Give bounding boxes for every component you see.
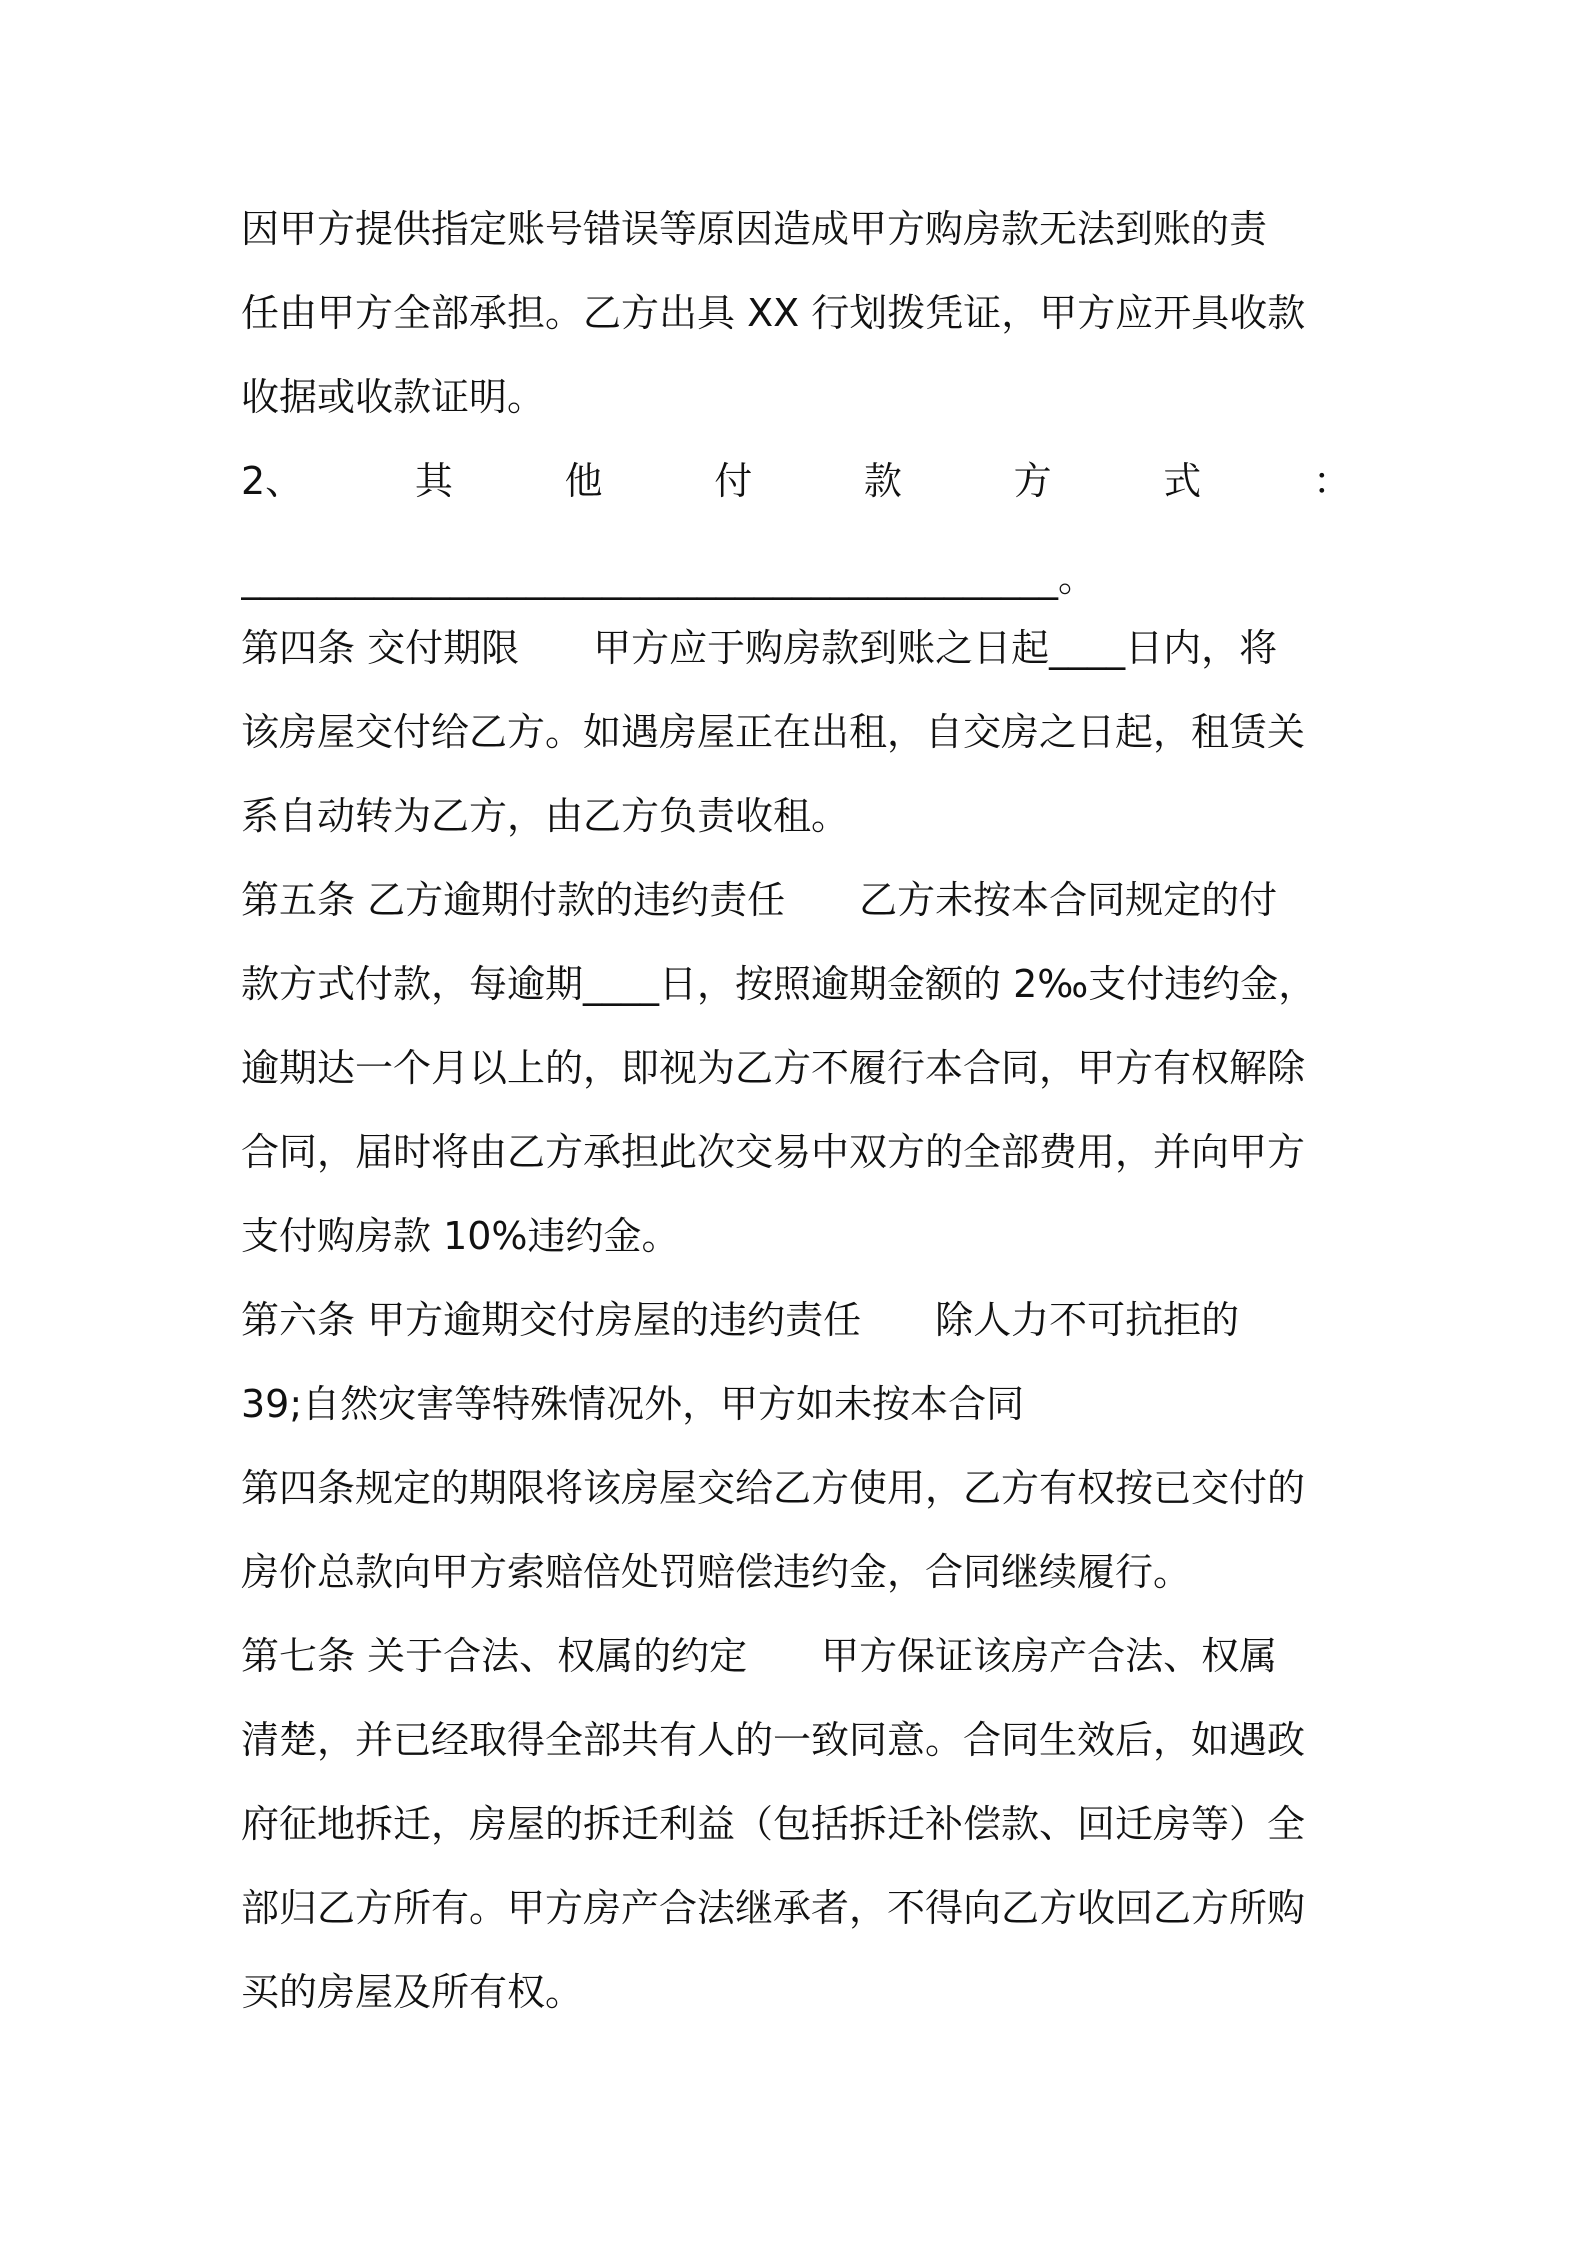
text-line: 因甲方提供指定账号错误等原因造成甲方购房款无法到账的责 [241, 207, 1268, 251]
text-line: 款方式付款，每逾期____日，按照逾期金额的 2‰支付违约金， [241, 962, 1317, 1006]
article-5-text: 乙方未按本合同规定的付 [859, 878, 1278, 922]
text-line: 府征地拆迁，房屋的拆迁利益（包括拆迁补偿款、回迁房等）全 [241, 1802, 1306, 1846]
spread-char: ： [1312, 459, 1351, 503]
article-7-text: 甲方保证该房产合法、权属 [821, 1634, 1278, 1678]
text-line: 该房屋交付给乙方。如遇房屋正在出租，自交房之日起，租赁关 [241, 710, 1306, 754]
text-line: 合同，届时将由乙方承担此次交易中双方的全部费用，并向甲方 [241, 1130, 1306, 1174]
spread-char: 付 [714, 459, 753, 503]
article-6-first-line [241, 1278, 1351, 1362]
spread-char: 他 [564, 459, 603, 503]
spread-char: 其 [414, 459, 453, 503]
text-line: 支付购房款 10%违约金。 [241, 1214, 680, 1258]
article-7-first-line [241, 1614, 1351, 1698]
text-line: 逾期达一个月以上的，即视为乙方不履行本合同，甲方有权解除 [241, 1046, 1306, 1090]
text-line: 系自动转为乙方，由乙方负责收租。 [241, 794, 850, 838]
text-line: 买的房屋及所有权。 [241, 1970, 584, 2014]
other-payment-method-line [241, 439, 1351, 523]
article-6-text: 除人力不可抗拒的 [935, 1298, 1240, 1342]
spread-char: 式 [1163, 459, 1202, 503]
spread-char: 2、 [241, 459, 304, 503]
article-5-first-line [241, 858, 1351, 942]
text-line: 39;自然灾害等特殊情况外，甲方如未按本合同 [241, 1382, 1025, 1426]
blank-underline-line: ___________________________________________。 [241, 556, 1097, 600]
article-5-heading: 第五条 乙方逾期付款的违约责任 [241, 878, 786, 922]
article-6-heading: 第六条 甲方逾期交付房屋的违约责任 [241, 1298, 862, 1342]
text-line: 任由甲方全部承担。乙方出具 XX 行划拨凭证，甲方应开具收款 [241, 291, 1306, 335]
text-line: 部归乙方所有。甲方房产合法继承者，不得向乙方收回乙方所购 [241, 1886, 1306, 1930]
article-4-heading: 第四条 交付期限 [241, 626, 520, 670]
spread-char: 方 [1013, 459, 1052, 503]
text-line: 房价总款向甲方索赔倍处罚赔偿违约金，合同继续履行。 [241, 1550, 1192, 1594]
text-line: 收据或收款证明。 [241, 375, 546, 419]
article-7-heading: 第七条 关于合法、权属的约定 [241, 1634, 748, 1678]
text-line: 第四条规定的期限将该房屋交给乙方使用，乙方有权按已交付的 [241, 1466, 1306, 1510]
article-4-first-line [241, 606, 1351, 690]
spread-char: 款 [863, 459, 902, 503]
article-4-text: 甲方应于购房款到账之日起____日内，将 [593, 626, 1278, 670]
text-line: 清楚，并已经取得全部共有人的一致同意。合同生效后，如遇政 [241, 1718, 1306, 1762]
